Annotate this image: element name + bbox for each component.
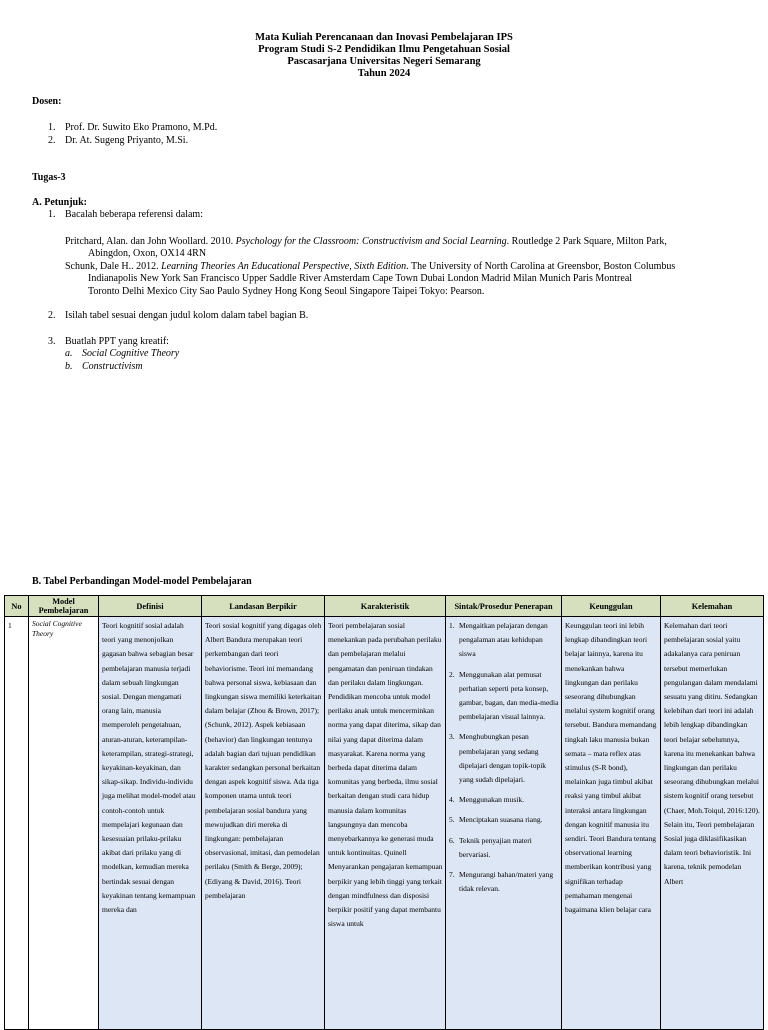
- cell-karakteristik: Teori pembelajaran sosial menekankan pada perubahan perilaku dan pembelajaran melalui pengamatan dan peniruan tindakan dan perilaku dalam lingkungan. Pendidikan mencoba untuk model perilaku anak untuk mencerminkan norma yang dapat diterima, sikap dan nilai yang dapat diterima dalam masyarakat. Karena norma yang berbeda dapat diterima dalam komunitas yang berbeda, ilmu sosial berkaitan dengan studi cara hidup manusia dalam komunitas langsungnya dan mencoba menyebarkannya ke generasi muda untuk kontinuitas. Quinell Menyarankan pengajaran kemampuan berpikir yang lebih tinggi yang terkait dengan mindfulness dan disposisi berpikir positif yang dapat membantu siswa untuk: [325, 617, 446, 1030]
- cell-sintak: [446, 617, 562, 1030]
- comparison-table-wrapper: [4, 595, 763, 1030]
- reference-2-publisher: . The University of North Carolina at Greensbor, Boston Columbus: [406, 261, 676, 272]
- section-b-title: B. Tabel Perbandingan Model-model Pembelajaran: [32, 576, 252, 587]
- sub-item-a-letter: a.: [65, 348, 73, 359]
- step-text: Mengurangi bahan/materi yang tidak relevan.: [459, 870, 554, 894]
- step-number: 7.: [449, 870, 455, 880]
- cell-kelemahan: Kelemahan dari teori pembelajaran sosial yaitu adakalanya cara peniruan tersebut memerlukan pengulangan dalam mendalami sesuatu yang ditiru. Sedangkan kelebihan dari teori ini adalah lebih lengkap dibandingkan teori belajar sebelumnya, karena itu menekankan bahwa lingkungan dan perilaku seseorang dihubungkan melalui sistem kognitif orang tersebut (Chaer, Moh.Toiqul, 2016:120). Selain itu, Teori pembelajaran Sosial juga diklasifikasikan dalam teori behavioristik. Ini karena, teknik pemodelan Albert: [661, 617, 764, 1030]
- list-item: [449, 668, 559, 725]
- reference-2-author: Schunk, Dale H.. 2012.: [65, 261, 162, 272]
- instruction-text-1: Bacalah beberapa referensi dalam:: [65, 209, 203, 220]
- step-text: Menciptakan suasana riang.: [459, 815, 543, 825]
- cell-definisi: Teori kognitif sosial adalah teori yang menonjolkan gagasan bahwa sebagian besar pembelajaran manusia terjadi dalam sebuah lingkungan sosial. Dengan mengamati orang lain, manusia memperoleh pengetahuan, aturan-aturan, keterampilan-keterampilan, strategi-strategi, keyakinan-keyakinan, dan sikap-sikap. Individu-individu juga melihat model-model atau contoh-contoh untuk mempelajari kegunaan dan kesesuaian prilaku-prilaku akibat dari prilaku yang di modelkan, kemudian mereka bertindak sesuai dengan keyakinan tentang kemampuan mereka dan: [99, 617, 202, 1030]
- table-row: [5, 617, 764, 1030]
- header-kelemahan: Kelemahan: [661, 596, 764, 617]
- reference-1: [65, 236, 667, 248]
- petunjuk-label: A. Petunjuk:: [32, 197, 88, 208]
- step-number: 1.: [449, 621, 455, 630]
- reference-2: [65, 261, 675, 273]
- reference-1-publisher: . Routledge 2 Park Square, Milton Park,: [506, 236, 667, 247]
- table-header-row: [5, 596, 764, 617]
- step-number: 5.: [449, 815, 455, 825]
- dosen-name-1: Prof. Dr. Suwito Eko Pramono, M.Pd.: [65, 122, 218, 133]
- reference-1-author: Pritchard, Alan. dan John Woollard. 2010.: [65, 236, 236, 247]
- instruction-text-3: Buatlah PPT yang kreatif:: [65, 336, 169, 347]
- list-item: [449, 793, 559, 807]
- list-item: [449, 813, 559, 827]
- step-number: 2.: [449, 669, 455, 679]
- comparison-table: [4, 595, 764, 1030]
- program-title: Program Studi S-2 Pendidikan Ilmu Pengetahuan Sosial: [258, 44, 510, 55]
- header-keunggulan: Keunggulan: [562, 596, 661, 617]
- step-number: 4.: [449, 795, 455, 805]
- list-item: [449, 834, 559, 862]
- sub-item-a-text: Social Cognitive Theory: [82, 348, 180, 359]
- sintak-steps-list: [449, 619, 559, 896]
- reference-1-title: Psychology for the Classroom: Constructivism and Social Learning: [235, 236, 507, 247]
- dosen-label: Dosen:: [32, 96, 62, 107]
- list-item: [449, 619, 559, 662]
- step-number: 3.: [449, 732, 455, 742]
- step-text: Mengaitkan pelajaran dengan pengalaman atau kehidupan siswa: [459, 621, 548, 659]
- list-item: [449, 868, 559, 896]
- instruction-number-1: 1.: [48, 209, 56, 220]
- reference-2-title: Learning Theories An Educational Perspective, Sixth Edition: [161, 261, 407, 272]
- cell-keunggulan: Keunggulan teori ini lebih lengkap dibandingkan teori belajar lainnya, karena itu menekankan bahwa lingkungan dan perilaku seseorang dihubungkan melalui system kognitif orang tersebut. Bandura memandang tingkah laku manusia bukan semata – mata reflex atas stimulus (S-R bond), melainkan juga timbul akibat reaksi yang timbul akibat interaksi antara lingkungan dengan kognitif manusia itu sendiri. Teori Bandura tentang observational learning memberikan kontribusi yang signifikan terhadap pemahaman mengenai bagaimana klien belajar cara: [562, 617, 661, 1030]
- reference-2-continued-1: Indianapolis New York San Francisco Upper Saddle River Amsterdam Cape Town Dubai London Madrid Milan Munich Paris Montreal: [88, 273, 633, 284]
- step-text: Teknik penyajian materi bervariasi.: [459, 835, 532, 859]
- year-title: Tahun 2024: [357, 68, 411, 79]
- document-header: [0, 32, 768, 80]
- header-model: Model Pembelajaran: [29, 596, 99, 617]
- header-no: No: [5, 596, 29, 617]
- header-sintak: Sintak/Prosedur Penerapan: [446, 596, 562, 617]
- dosen-number-1: 1.: [48, 122, 56, 133]
- step-text: Menghubungkan pesan pembelajaran yang sedang dipelajari dengan topik-topik yang sudah dipelajari.: [459, 732, 547, 785]
- header-landasan: Landasan Berpikir: [202, 596, 325, 617]
- sub-item-b-letter: b.: [65, 361, 73, 372]
- reference-1-continued: Abingdon, Oxon, OX14 4RN: [88, 248, 207, 259]
- course-title: Mata Kuliah Perencanaan dan Inovasi Pembelajaran IPS: [255, 32, 513, 43]
- cell-model: Social Cognitive Theory: [29, 617, 99, 1030]
- cell-landasan: Teori sosial kognitif yang digagas oleh Albert Bandura merupakan teori perkembangan dari teori behaviorisme. Teori ini memandang bahwa personal siswa, kebiasaan dan lingkungan siswa memiliki keterkaitan dalam belajar (Zhou & Brown, 2017); (Schunk, 2012). Aspek kebiasaan (behavior) dan lingkungan tentunya adalah bagian dari tujuan pendidikan karakter sedangkan personal berkaitan dengan aspek kognitif siswa. Ada tiga komponen utama untuk teori pembelajaran sosial bandura yang mewujudkan diri mereka di lingkungan: pembelajaran observasional, imitasi, dan pemodelan perilaku (Smith & Berge, 2009); (Ediyang & David, 2016). Teori pembelajaran: [202, 617, 325, 1030]
- instruction-number-3: 3.: [48, 336, 56, 347]
- instruction-text-2: Isilah tabel sesuai dengan judul kolom dalam tabel bagian B.: [65, 310, 309, 321]
- reference-2-continued-2: Toronto Delhi Mexico City Sao Paulo Sydney Hong Kong Seoul Singapore Taipei Tokyo: Pearson.: [88, 286, 485, 297]
- instruction-number-2: 2.: [48, 310, 56, 321]
- step-text: Menggunakan alat pemusat perhatian seperti peta konsep, gambar, bagan, dan media-media pembelajaran visual lainnya.: [459, 669, 559, 722]
- tugas-label: Tugas-3: [32, 172, 66, 183]
- cell-no: 1: [5, 617, 29, 1030]
- list-item: [449, 730, 559, 787]
- dosen-number-2: 2.: [48, 135, 56, 146]
- step-number: 6.: [449, 835, 455, 845]
- university-title: Pascasarjana Universitas Negeri Semarang: [287, 56, 481, 67]
- step-text: Menggunakan musik.: [459, 795, 524, 805]
- dosen-name-2: Dr. At. Sugeng Priyanto, M.Si.: [65, 135, 189, 146]
- header-definisi: Definisi: [99, 596, 202, 617]
- header-karakteristik: Karakteristik: [325, 596, 446, 617]
- sub-item-b-text: Constructivism: [82, 361, 143, 372]
